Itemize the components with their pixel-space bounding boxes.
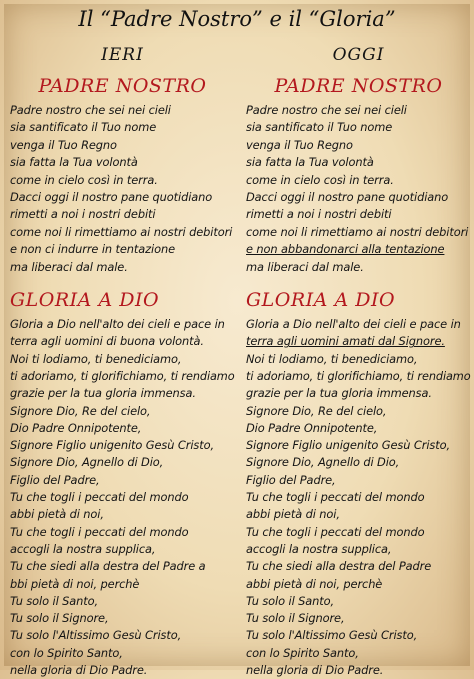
gloria-line: Tu che togli i peccati del mondo xyxy=(10,524,189,539)
gloria-line: Tu che togli i peccati del mondo xyxy=(10,490,189,505)
gloria-line: abbi pietà di noi, perchè xyxy=(246,576,383,591)
gloria-line: Tu solo il Signore, xyxy=(246,611,345,626)
prayer-line: Dacci oggi il nostro pane quotidiano xyxy=(10,190,213,205)
prayer-heading-ieri: PADRE NOSTRO xyxy=(38,75,207,97)
era-label-oggi: OGGI xyxy=(332,45,385,65)
gloria-line: Signore Figlio unigenito Gesù Cristo, xyxy=(10,438,214,453)
gloria-line: Noi ti lodiamo, ti benediciamo, xyxy=(10,351,182,366)
gloria-line: Gloria a Dio nell'alto dei cieli e pace in xyxy=(246,317,461,332)
gloria-heading-oggi: GLORIA A DIO xyxy=(246,289,396,312)
prayer-line: sia fatta la Tua volontà xyxy=(246,155,374,170)
column-ieri xyxy=(10,44,235,679)
gloria-line: Tu solo il Santo, xyxy=(246,593,335,608)
gloria-line: Gloria a Dio nell'alto dei cieli e pace in xyxy=(10,317,225,332)
prayer-line: come in cielo così in terra. xyxy=(10,172,158,187)
gloria-line: ti adoriamo, ti glorifichiamo, ti rendiamo xyxy=(246,368,471,383)
prayer-line: come noi li rimettiamo ai nostri debitori xyxy=(10,224,233,239)
gloria-text-oggi xyxy=(246,316,471,679)
prayer-line: come in cielo così in terra. xyxy=(246,172,394,187)
gloria-line: Dio Padre Onnipotente, xyxy=(10,420,142,435)
gloria-line: Tu che siedi alla destra del Padre xyxy=(246,559,432,574)
gloria-line: Noi ti lodiamo, ti benediciamo, xyxy=(246,351,418,366)
era-label-ieri: IERI xyxy=(101,45,144,65)
prayer-line: Padre nostro che sei nei cieli xyxy=(10,103,171,117)
gloria-line: abbi pietà di noi, xyxy=(10,507,104,522)
gloria-text-ieri xyxy=(10,316,235,679)
prayer-line: come noi li rimettiamo ai nostri debitori xyxy=(246,224,469,239)
prayer-line-changed: e non abbandonarci alla tentazione xyxy=(246,242,445,257)
gloria-line: terra agli uomini di buona volontà. xyxy=(10,334,204,349)
gloria-line: Signore Figlio unigenito Gesù Cristo, xyxy=(246,438,450,453)
gloria-line: Tu che siedi alla destra del Padre a xyxy=(10,559,206,574)
prayer-text-ieri xyxy=(10,102,235,276)
gloria-line: nella gloria di Dio Padre. xyxy=(10,663,148,677)
gloria-line: nella gloria di Dio Padre. xyxy=(246,663,384,677)
gloria-line: Figlio del Padre, xyxy=(10,472,100,487)
gloria-line: Signore Dio, Agnello di Dio, xyxy=(246,455,400,470)
gloria-line: Dio Padre Onnipotente, xyxy=(246,420,378,435)
gloria-line: con lo Spirito Santo, xyxy=(10,645,123,660)
gloria-line: abbi pietà di noi, xyxy=(246,507,340,522)
prayer-line: rimetti a noi i nostri debiti xyxy=(246,207,392,222)
gloria-line: accogli la nostra supplica, xyxy=(246,541,392,556)
gloria-line: Tu solo il Santo, xyxy=(10,593,99,608)
prayer-line: Padre nostro che sei nei cieli xyxy=(246,103,407,117)
gloria-line: accogli la nostra supplica, xyxy=(10,541,156,556)
prayer-line: Dacci oggi il nostro pane quotidiano xyxy=(246,190,449,205)
gloria-line: Tu che togli i peccati del mondo xyxy=(246,490,425,505)
gloria-line: bbi pietà di noi, perchè xyxy=(10,576,140,591)
prayer-line: sia santificato il Tuo nome xyxy=(246,120,393,135)
gloria-line-changed: terra agli uomini amati dal Signore. xyxy=(246,334,445,349)
gloria-line: Signore Dio, Agnello di Dio, xyxy=(10,455,164,470)
gloria-line: Signore Dio, Re del cielo, xyxy=(10,403,151,418)
column-oggi xyxy=(246,44,471,679)
gloria-line: Tu solo l'Altissimo Gesù Cristo, xyxy=(246,628,418,643)
prayer-text-oggi xyxy=(246,102,471,276)
gloria-line: ti adoriamo, ti glorifichiamo, ti rendiamo xyxy=(10,368,235,383)
gloria-line: Tu solo il Signore, xyxy=(10,611,109,626)
prayer-line: rimetti a noi i nostri debiti xyxy=(10,207,156,222)
prayer-line: sia fatta la Tua volontà xyxy=(10,155,138,170)
gloria-line: grazie per la tua gloria immensa. xyxy=(246,386,432,401)
gloria-line: Tu che togli i peccati del mondo xyxy=(246,524,425,539)
prayer-line: sia santificato il Tuo nome xyxy=(10,120,157,135)
gloria-line: Figlio del Padre, xyxy=(246,472,336,487)
prayer-line: ma liberaci dal male. xyxy=(246,259,364,274)
gloria-heading-ieri: GLORIA A DIO xyxy=(10,289,160,312)
gloria-line: Signore Dio, Re del cielo, xyxy=(246,403,387,418)
prayer-heading-oggi: PADRE NOSTRO xyxy=(274,75,443,97)
prayer-line: e non ci indurre in tentazione xyxy=(10,242,176,257)
prayer-line: venga il Tuo Regno xyxy=(246,137,353,152)
gloria-line: Tu solo l'Altissimo Gesù Cristo, xyxy=(10,628,182,643)
prayer-line: ma liberaci dal male. xyxy=(10,259,128,274)
gloria-line: con lo Spirito Santo, xyxy=(246,645,359,660)
prayer-line: venga il Tuo Regno xyxy=(10,137,117,152)
gloria-line: grazie per la tua gloria immensa. xyxy=(10,386,196,401)
page-title: Il “Padre Nostro” e il “Gloria” xyxy=(78,7,396,31)
